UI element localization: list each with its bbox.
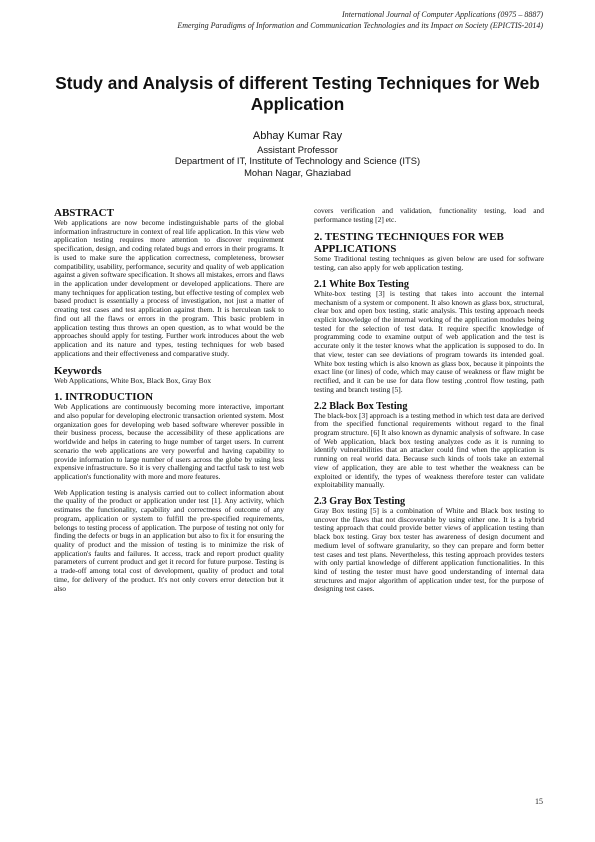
author-location: Mohan Nagar, Ghaziabad [244,166,351,178]
introduction-paragraph-2: Web Application testing is analysis carried out to collect information about the quality of the product or application under test [1]. Any activity, which estimates the functionality, capability and correctness of outcome of any program, application or system to fulfill the pre-specified requirements, belongs to testing process of application. The purpose of testing not only for finding the defects or bugs in an application but also to fix it for ensuring the quality of product and the mission of testing is to minimize the risk of application's faults and failures. It access, track and report product quality parameters of current product and get it record for future purpose. Testing is a trade-off among total cost of development, quality of product and total time, for delivery of the product. It's not only covers error detection but it also [54,487,284,593]
section-2-heading: 2. TESTING TECHNIQUES FOR WEB APPLICATIONS [314,231,504,256]
author-position: Assistant Professor [257,144,338,155]
right-column [314,207,544,594]
journal-name: International Journal of Computer Applications (0975 – 8887) [342,10,543,19]
keywords-heading: Keywords [54,364,102,377]
section-2-1-text: White-box testing [3] is testing that takes into account the internal mechanism of a system or component. It also known as glass box, structural, clear box and open box testing, static analysis. This testing approach needs explicit knowledge of the internal working of the application modules being tested for the selection of test data. It require specific knowledge of programming code to examine output of web application and the test is accurate only it the tester knows what the application is supposed to do. In that view, tester can see deviations of program towards its intended goal. White box testing which is also known as glass box, because it pinpoints the exact line (or lines) of code, which may cause of weakness or flaw might be rectified, and it can be use for data flow testing ,control flow testing, path testing and branch testing [5]. [314,288,544,394]
introduction-paragraph-1: Web Applications are continuously becoming more interactive, important and also popular for developing electronic transaction oriented system. Most organization goes for developing web based software wherever possible in their business process, because the accessibility of these applications are worldwide and helps in catering to huge number of target users. In current scenario the web applications are very powerful and having capability to provide information to large number of users across the globe by using less expensive infrastructure. So it is very challenging and tactful task to test web application's functionality with more and more features. [54,402,284,481]
abstract-heading: ABSTRACT [54,207,114,219]
abstract-text: Web applications are now become indistinguishable parts of the global information infrastructure in context of real life application. In this view web application testing requires more attention to discover requirement specification, design, and coding related bugs and errors in their programs. It is used to make sure the application correctness, completeness, browser compatibility, usability, performance, security and quality of web application against a given software specification. It shows all mistakes, errors and flaws in the application under development or developed applications. There are many techniques for application testing, but effective testing of complex web based product is essentially a process of investigation, not just a matter of creating test cases and test application against them. It is herculean task to find out all the flaws or errors in the program. This basic problem in application testing thus throws an open question, as to what would be the approaches should apply for testing. Further work introduces about the web application and its nature and types, testing techniques for web based applications and their effectiveness and comparative study. [54,218,284,358]
left-column [54,207,284,593]
introduction-continued: covers verification and validation, functionality testing, load and performance testing [2] etc. [314,206,544,224]
page-number: 15 [535,797,543,806]
section-2-1-heading: 2.1 White Box Testing [314,278,409,290]
section-2-2-heading: 2.2 Black Box Testing [314,400,408,412]
section-2-3-heading: 2.3 Gray Box Testing [314,495,406,507]
section-2-text: Some Traditional testing techniques as given below are used for software testing, can also apply for web application testing. [314,254,544,273]
author-name: Abhay Kumar Ray [252,130,343,142]
author-department: Department of IT, Institute of Technology and Science (ITS) [174,155,421,167]
section-2-3-text: Gray Box testing [5] is a combination of White and Black box testing to uncover the flaws that not discoverable by using either one. It is a hybrid testing approach that could provide better views of application testing than black box testing. Gray box tester has awareness of design document and medium level of software granularity, so they can prepare and form better test cases and test plans. Nevertheless, this testing approach provides testers with only partial knowledge of different application functionalities. In this kind of testing the tester must have good understanding of internal data structures and major algorithm of application under test, for the purpose of designing test cases. [314,505,544,594]
introduction-heading: 1. INTRODUCTION [54,391,154,404]
section-2-2-text: The black-box [3] approach is a testing method in which test data are derived from the specified functional requirements without regard to the final program structure. [6] It also known as dynamic analysis of software. In case of Web application, black box testing analyzes code as it is running to identify vulnerabilities that an attacker could find when the application is running on real world data. Because such kinds of tools take an external view of application, they are able to test whether the weakness can be exploited or identify, the types of weakness therefore tester can validate exploitability manually. [314,410,544,490]
keywords-text: Web Applications, White Box, Black Box, Gray Box [54,375,212,385]
conference-name: Emerging Paradigms of Information and Communication Technologies and its Impact on Society (EPICTIS-2014) [177,21,543,30]
paper-title: Study and Analysis of different Testing Techniques for Web Application [55,73,540,114]
author-block [52,130,543,178]
